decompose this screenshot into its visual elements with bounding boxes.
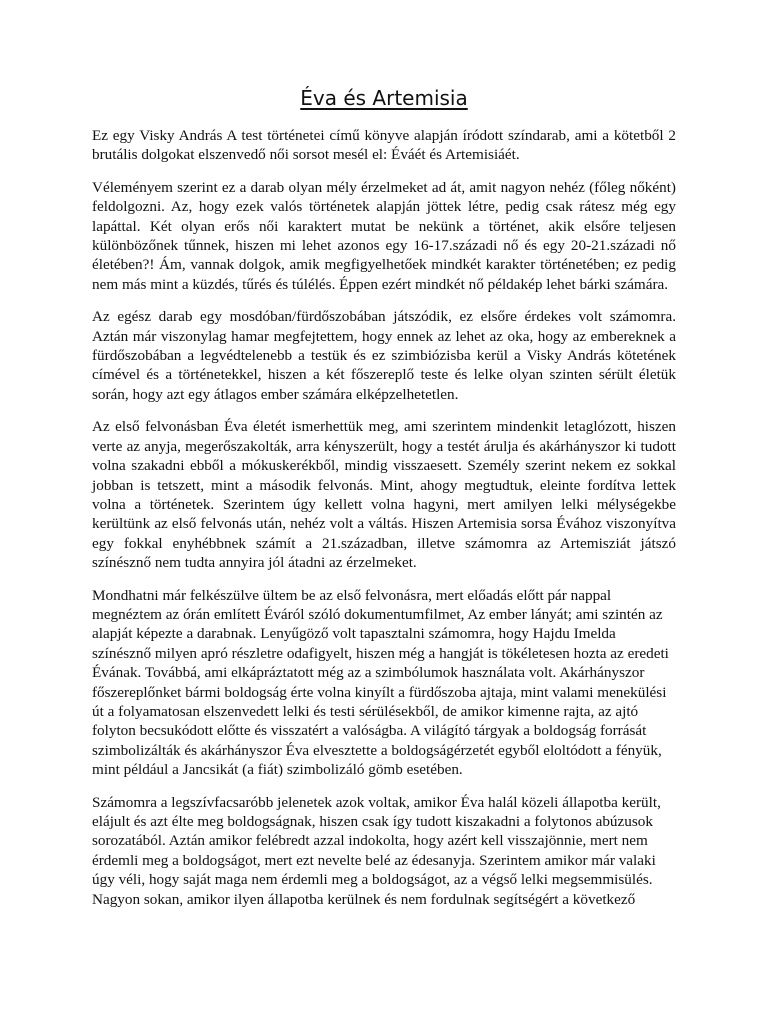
document-title: Éva és Artemisia: [300, 86, 468, 110]
paragraph-preparation: Mondhatni már felkészülve ültem be az első felvonásra, mert előadás előtt pár nappal megnéztem az órán említett Éváról szóló dokumentumfilmet, Az ember lányát; ami szintén az alapját képezte a darabnak. Lenyűgöző volt tapasztalni számomra, hogy Hajdu Imelda színésznő milyen apró részletre odafigyelt, hiszen még a hangját is tökéletesen hozta az eredeti Évának. Továbbá, ami elkápráztatott még az a szimbólumok használata volt. Akárhányszor főszereplőnket bármi boldogság érte volna kinyílt a fürdőszoba ajtaja, mint valami menekülési út a folyamatosan elszenvedett lelki és testi sérülésekből, de amikor kimenne rajta, az ajtó folyton becsukódott előtte és visszatért a valóságba. A világító tárgyak a boldogság forrását szimbolizálták és akárhányszor Éva elvesztette a boldogságérzetét egyből eloltódott a fényük, mint például a Jancsikát (a fiát) szimbolizáló gömb esetében.: [92, 586, 669, 779]
paragraph-setting: Az egész darab egy mosdóban/fürdőszobában játszódik, ez elsőre érdekes volt számomra. Aztán már viszonylag hamar megfejtettem, hogy ennek az lehet az oka, hogy az embereknek a fürdőszobában a legvédtelenebb a testük és ez szimbiózisba kerül a Visky András kötetének címével és a történetekkel, hiszen a két főszereplő teste és lelke olyan szinten sérült életük során, hogy azt egy átlagos ember számára elképzelhetetlen.: [92, 308, 676, 403]
paragraph-scenes: Számomra a legszívfacsaróbb jelenetek azok voltak, amikor Éva halál közeli állapotba került, elájult és azt élte meg boldogságnak, hiszen csak így tudott kiszakadni a folytonos abúzusok sorozatából. Aztán amikor felébredt azzal indokolta, hogy azért kell visszajönnie, mert nem érdemli meg a boldogságot, mert ezt nevelte belé az édesanyja. Szerintem amikor már valaki úgy véli, hogy saját maga nem érdemli meg a boldogságot, az a végső lelki megsemmisülés. Nagyon sokan, amikor ilyen állapotba kerülnek és nem fordulnak segítségért a következő: [92, 793, 661, 908]
paragraph-intro: Ez egy Visky András A test történetei című könyve alapján íródott színdarab, ami a kötetből 2 brutális dolgokat elszenvedő női sorsot mesél el: Éváét és Artemisiáét.: [92, 127, 676, 164]
paragraph-opinion: Véleményem szerint ez a darab olyan mély érzelmeket ad át, amit nagyon nehéz (főleg nőként) feldolgozni. Az, hogy ezek valós történetek alapján jöttek létre, pedig csak rátesz még egy lapáttal. Két olyan erős női karaktert mutat be nekünk a történet, akik elsőre teljesen különbözőnek tűnnek, hiszen mi lehet azonos egy 16-17.századi nő és egy 20-21.századi nő életében?! Ám, vannak dolgok, amik megfigyelhetőek mindkét karakter történetében; ez pedig nem más mint a küzdés, tűrés és túlélés. Éppen ezért mindkét nő példakép lehet bárki számára.: [92, 178, 676, 293]
paragraph-first-act: Az első felvonásban Éva életét ismerhettük meg, ami szerintem mindenkit letaglózott, hiszen verte az anyja, megerőszakolták, arra kényszerült, hogy a testét árulja és akárhányszor ki tudott volna szakadni ebből a mókuskerékből, mindig visszaesett. Személy szerint nekem ez sokkal jobban is tetszett, mint a második felvonás. Mint, ahogy megtudtuk, eleinte fordítva lettek volna a történetek. Szerintem úgy kellett volna hagyni, mert amilyen lelki mélységekbe kerültünk az első felvonás után, nehéz volt a váltás. Hiszen Artemisia sorsa Évához viszonyítva egy fokkal enyhébbnek számít a 21.században, illetve számomra az Artemisziát játszó színésznő nem tudta annyira jól átadni az érzelmeket.: [92, 418, 676, 572]
